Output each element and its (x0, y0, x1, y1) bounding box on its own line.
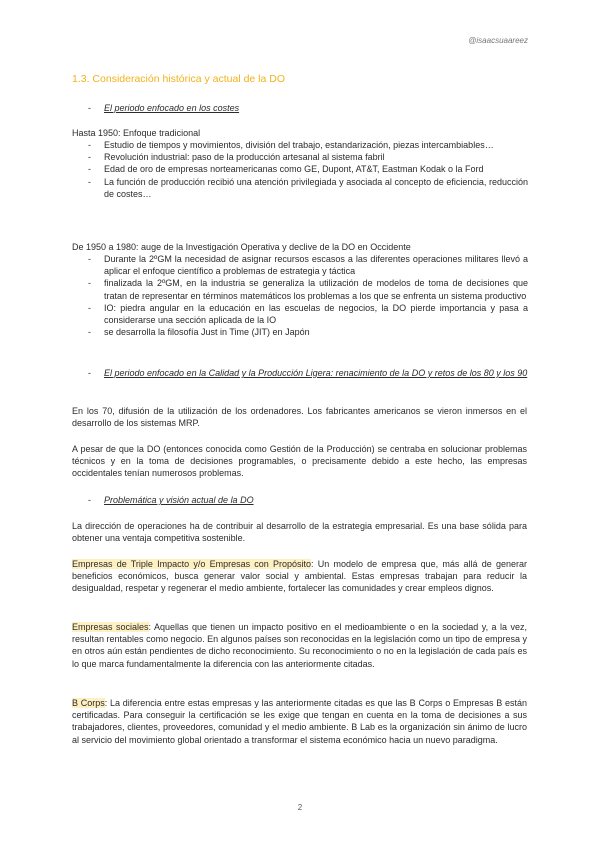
list-item-text: Edad de oro de empresas norteamericanas como GE, Dupont, AT&T, Eastman Kodak o la Ford (104, 164, 484, 175)
definition-text: : Aquellas que tienen un impacto positivo en el medioambiente o en la sociedad y, a la vez, resultan rentables como negocio. En algunos países son reconocidas en la legislación como un tipo de empresa y en otros aún están pendientes de dicho reconocimiento. Su reconocimiento o no en la legislación de cada país es lo que marca fundamentalmente la diferencia con las anteriormente citadas. (72, 622, 528, 669)
page-number: 2 (297, 803, 303, 812)
highlighted-term: Empresas de Triple Impacto y/o Empresas con Propósito (72, 559, 312, 569)
list-item-text: Durante la 2ºGM la necesidad de asignar recursos escasos a las diferentes operaciones militares llevó a aplicar el enfoque científico a problemas de estrategia y táctica (104, 254, 528, 277)
paragraph-empresas-sociales (72, 621, 527, 670)
dash-marker: - (88, 278, 91, 289)
paragraph-triple-impacto (72, 558, 527, 595)
list-item-text: se desarrolla la filosofía Just in Time (JIT) en Japón (104, 327, 310, 338)
paragraph-1950-1980: De 1950 a 1980: auge de la Investigación Operativa y declive de la DO en Occidente (72, 242, 411, 252)
dash-marker: - (88, 495, 91, 505)
subheading-calidad (88, 367, 528, 379)
highlighted-term: Empresas sociales (72, 622, 149, 632)
definition-text: : La diferencia entre estas empresas y las anteriormente citadas es que las B Corps o Empresas B están certificadas. Para conseguir la certificación se les exige que tengan en cuenta en la toma de decisiones a sus trabajadores, clientes, proveedores, comunidad y el medio ambiente. B Lab es la organización sin ánimo de lucro al servicio del movimiento global orientado a transformar el sistema económico hacia un nuevo paradigma. (72, 698, 527, 745)
dash-marker: - (88, 368, 91, 378)
subheading-text: Problemática y visión actual de la DO (104, 495, 254, 505)
list-item-text: Estudio de tiempos y movimientos, división del trabajo, estandarización, piezas intercambiables… (104, 140, 494, 150)
highlighted-term: B Corps (72, 698, 105, 708)
list-item (88, 326, 528, 338)
paragraph-b-corps (72, 697, 527, 746)
dash-marker: - (88, 103, 91, 113)
paragraph-ordenadores: En los 70, difusión de la utilización de los ordenadores. Los fabricantes americanos se vieron inmersos en el desarrollo de los sistemas MRP. (72, 406, 527, 429)
paragraph-hasta-1950: Hasta 1950: Enfoque tradicional (72, 128, 201, 138)
dash-marker: - (88, 254, 91, 264)
list-item (88, 302, 528, 326)
list-item (88, 253, 528, 277)
subheading-text: El periodo enfocado en la Calidad y la Producción Ligera: renacimiento de la DO y retos de los 80 y los 90 (104, 368, 528, 378)
list-item (88, 139, 528, 151)
dash-marker: - (88, 176, 91, 187)
paragraph-direccion-operaciones: La dirección de operaciones ha de contribuir al desarrollo de la estrategia empresarial. Es una base sólida para obtener una ventaja competitiva sostenible. (72, 521, 527, 544)
subheading-text: El periodo enfocado en los costes (104, 103, 240, 113)
dash-marker: - (88, 140, 91, 150)
section-title: 1.3. Consideración histórica y actual de la DO (72, 73, 286, 85)
dash-marker: - (88, 327, 91, 338)
list-item (88, 151, 528, 163)
list-item (88, 176, 528, 200)
list-item-text: La función de producción recibió una atención privilegiada y asociada al concepto de eficiencia, reducción de costes… (104, 176, 528, 199)
list-item-text: finalizada la 2ºGM, en la industria se generaliza la utilización de modelos de toma de decisiones que tratan de representar en términos matemáticos los problemas a los que se enfrenta un sistema productivo (104, 278, 528, 301)
paragraph-gestion-produccion: A pesar de que la DO (entonces conocida como Gestión de la Producción) se centraba en solucionar problemas técnicos y en la toma de decisiones programables, o precisamente debido a este hecho, las empresas occidentales tenían numerosos problemas. (72, 444, 527, 479)
list-item-text: IO: piedra angular en la educación en las escuelas de negocios, la DO pierde importancia y pasa a considerarse una sección aplicada de la IO (104, 302, 528, 326)
dash-marker: - (88, 164, 91, 175)
list-enfoque-tradicional (88, 139, 528, 200)
list-item-text: Revolución industrial: paso de la producción artesanal al sistema fabril (104, 152, 385, 163)
list-item (88, 277, 528, 301)
subheading-vision-actual (88, 494, 528, 506)
dash-marker: - (88, 302, 91, 313)
dash-marker: - (88, 152, 91, 163)
subheading-costes (88, 102, 528, 114)
list-item (88, 163, 528, 175)
list-investigacion-operativa (88, 253, 528, 338)
definition-text: : Un modelo de empresa que, más allá de generar beneficios económicos, busca generar valor social y ambiental. Estas empresas trabajan para reducir la desigualdad, respetar y regenerar el medio ambiente, fortalecer las comunidades y crear empleos dignos. (72, 559, 527, 594)
author-handle: @isaacsuaareez (468, 36, 528, 45)
